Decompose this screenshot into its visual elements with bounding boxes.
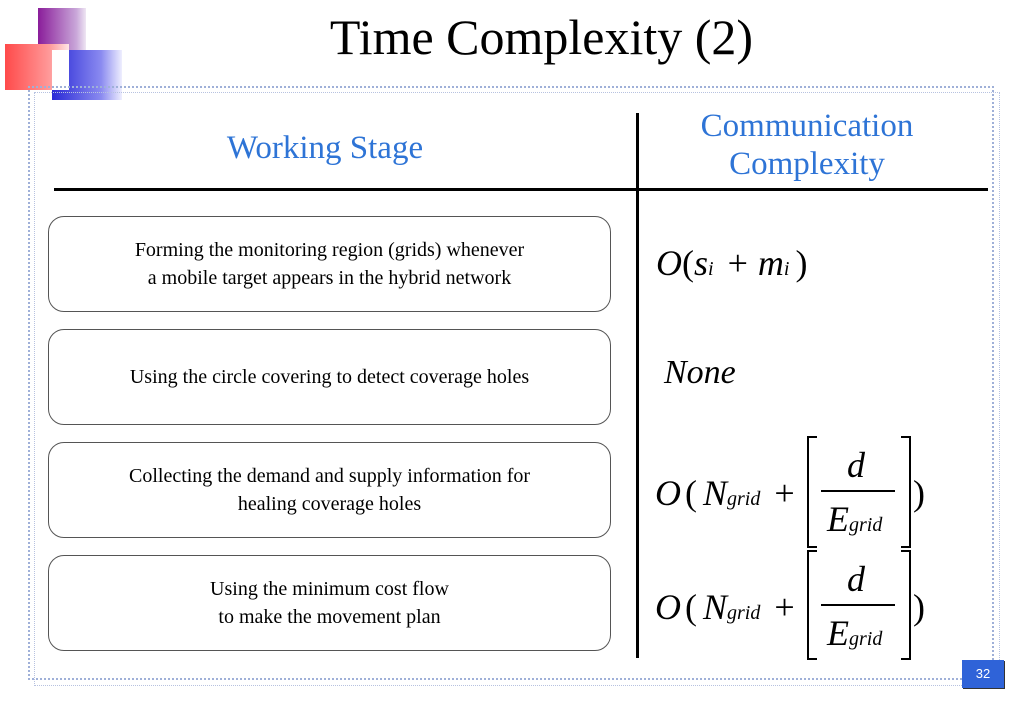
math-sub-i: i: [783, 258, 790, 280]
ceiling-left-bracket: [807, 436, 817, 548]
math-plus: +: [727, 243, 748, 283]
math-O: O: [655, 587, 681, 627]
math-paren-open: (: [685, 587, 697, 627]
complexity-formula-1: [656, 242, 807, 284]
math-m: m: [757, 243, 784, 283]
fraction-bar: [821, 604, 895, 606]
math-sub-grid: grid: [727, 602, 761, 624]
stage-box-3: Collecting the demand and supply information for healing coverage holes: [48, 442, 611, 538]
stage-box-1: Forming the monitoring region (grids) whenever a mobile target appears in the hybrid network: [48, 216, 611, 312]
fraction-bar: [821, 490, 895, 492]
math-s: s: [694, 243, 709, 283]
slide-title: Time Complexity (2): [329, 9, 754, 65]
math-sub-i: i: [708, 258, 714, 280]
ceiling-right-bracket: [901, 436, 911, 548]
column-header-communication-complexity: Communication Complexity: [700, 108, 914, 182]
math-N: N: [703, 473, 728, 513]
math-E: E: [827, 613, 849, 653]
math-paren-close: ): [913, 587, 925, 627]
ceiling-left-bracket: [807, 550, 817, 660]
stage-box-2: Using the circle covering to detect coverage holes: [48, 329, 611, 425]
math-O: O: [656, 243, 682, 283]
complexity-formula-3: [655, 432, 935, 550]
math-sub-grid: grid: [849, 628, 883, 650]
column-header-working-stage: Working Stage: [226, 130, 424, 166]
stage-box-4: Using the minimum cost flow to make the movement plan: [48, 555, 611, 651]
math-paren-open: (: [685, 473, 697, 513]
math-N: N: [703, 587, 728, 627]
math-plus: +: [774, 473, 795, 513]
ceiling-right-bracket: [901, 550, 911, 660]
math-plus: +: [774, 587, 795, 627]
column-divider: [636, 113, 639, 658]
header-divider: [54, 188, 988, 191]
page-number-badge: 32: [962, 660, 1004, 688]
math-sub-grid: grid: [727, 488, 761, 510]
math-O: O: [655, 473, 681, 513]
complexity-formula-4: [655, 548, 935, 666]
math-paren-close: ): [795, 243, 808, 283]
math-E: E: [827, 499, 849, 539]
math-sub-grid: grid: [849, 514, 883, 536]
math-d: d: [847, 445, 865, 485]
complexity-none: None: [664, 354, 736, 391]
math-paren-close: ): [913, 473, 925, 513]
math-d: d: [847, 559, 865, 599]
math-paren-open: (: [682, 243, 694, 283]
